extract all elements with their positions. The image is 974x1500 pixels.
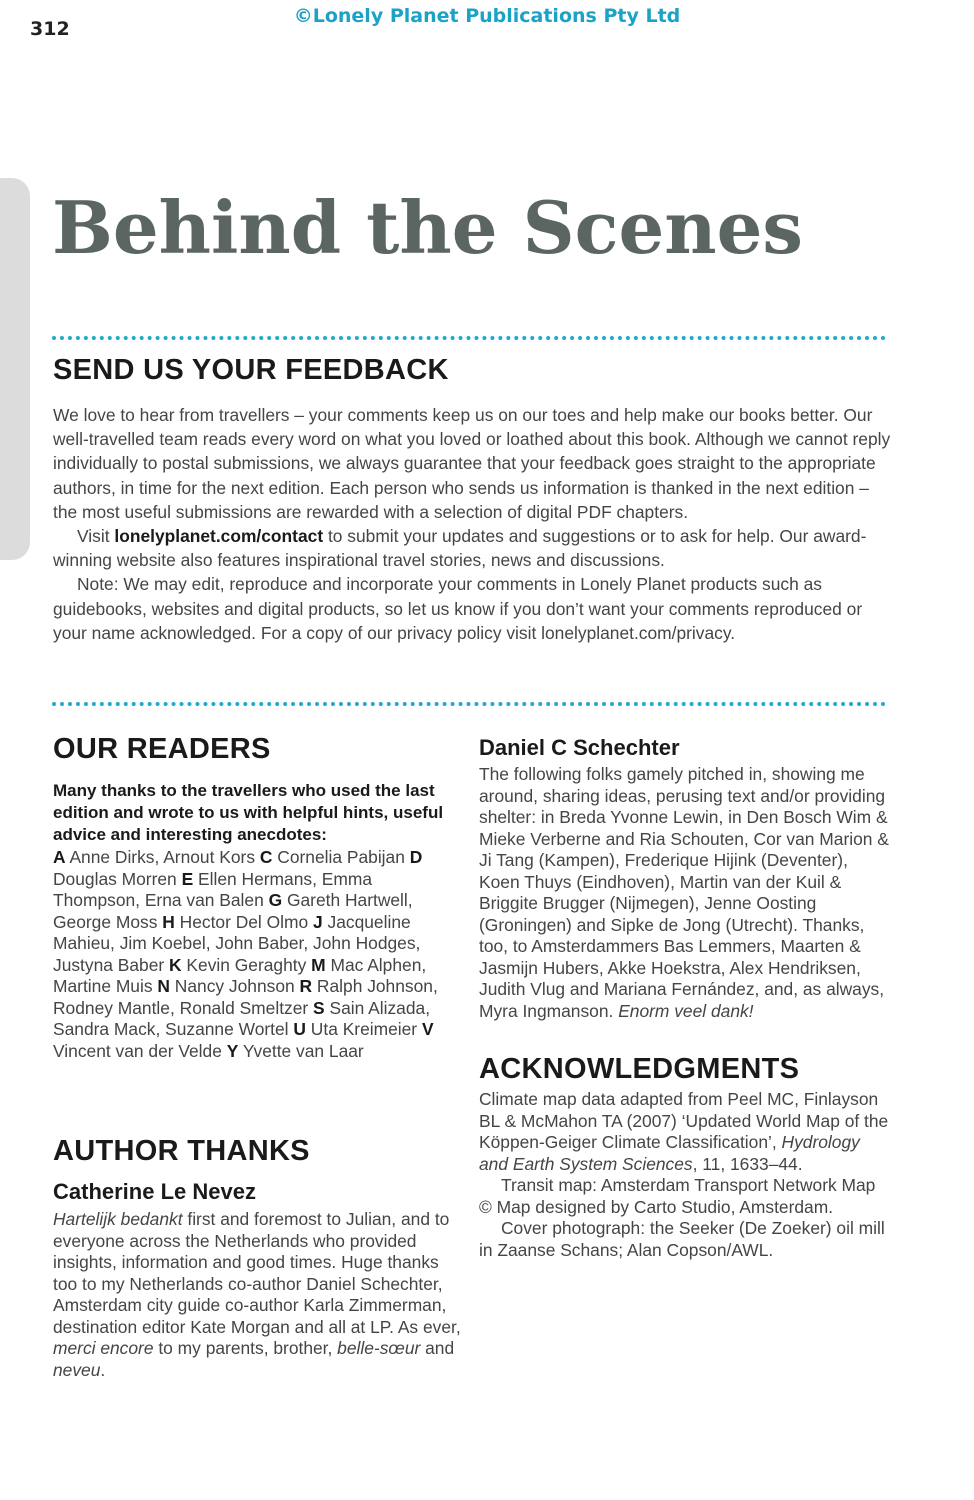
- reader-names: Mac Alphen, Martine Muis: [53, 954, 427, 996]
- feedback-heading: SEND US YOUR FEEDBACK: [53, 354, 449, 386]
- letter-v: V: [421, 1019, 434, 1039]
- reader-names: Hector Del Olmo: [179, 911, 309, 932]
- catherine-text-italic-2: merci encore: [53, 1338, 154, 1358]
- feedback-visit-text: Visit: [77, 526, 115, 547]
- reader-names: Vincent van der Velde: [53, 1040, 222, 1061]
- letter-y: Y: [226, 1040, 239, 1061]
- daniel-name: Daniel C Schechter: [479, 735, 680, 760]
- reader-names: Uta Kreimeier: [310, 1019, 418, 1039]
- feedback-paragraph-3: Note: We may edit, reproduce and incorporate your comments in Lonely Planet products such as guidebooks, websites and digital products, so let us know if you don’t want your comments reproduced or your name acknowledged. For a copy of our privacy policy visit lonelyplanet.com/privacy.: [53, 574, 863, 643]
- daniel-text-italic: Enorm veel dank!: [618, 1000, 754, 1021]
- catherine-text-2: first and foremost to Julian, and to everyone across the Netherlands who provided insights, information and good times. Huge thanks too to my Netherlands co-author Daniel Schechter, Amsterdam city guide co-author Karla Zimmerman, destination editor Kate Morgan and all at LP. As ever,: [53, 1209, 461, 1337]
- copyright-notice: ©Lonely Planet Publications Pty Ltd: [293, 5, 681, 27]
- catherine-text-6: and: [420, 1338, 455, 1358]
- feedback-paragraph-2: [53, 524, 893, 572]
- ack-text-1a: Climate map data adapted from Peel MC, Finlayson BL & McMahon TA (2007) ‘Updated World Map of the Köppen-Geiger Climate Classification’,: [479, 1089, 889, 1152]
- author-thanks-heading: AUTHOR THANKS: [53, 1135, 310, 1167]
- reader-names: Yvette van Laar: [242, 1040, 364, 1061]
- acknowledgments-section: [479, 1089, 889, 1261]
- page-title: Behind the Scenes: [52, 185, 803, 270]
- catherine-text-italic-4: neveu: [53, 1359, 101, 1380]
- acknowledgments-body: [479, 1089, 889, 1261]
- acknowledgments-heading: ACKNOWLEDGMENTS: [479, 1053, 800, 1085]
- catherine-text-italic-3: belle-sœur: [337, 1338, 421, 1358]
- divider-top: [52, 336, 886, 340]
- catherine-text: [53, 1209, 463, 1381]
- letter-u: U: [293, 1019, 306, 1039]
- letter-h: H: [162, 911, 175, 932]
- catherine-text-italic-1: Hartelijk bedankt: [53, 1209, 183, 1229]
- letter-s: S: [313, 997, 325, 1018]
- letter-c: C: [259, 847, 273, 867]
- reader-names: Ellen Hermans, Emma Thompson, Erna van Balen: [53, 868, 372, 910]
- divider-bottom: [52, 702, 886, 706]
- reader-names: Anne Dirks, Arnout Kors: [69, 847, 256, 867]
- reader-names: Kevin Geraghty: [186, 954, 307, 975]
- reader-names: Nancy Johnson: [174, 976, 295, 996]
- daniel-text-1: The following folks gamely pitched in, showing me around, sharing ideas, perusing text and/or providing shelter: in Breda Yvonne Lewin, in Den Bosch Wim & Mieke Verberne and Ria Schouten, Cor van Marion & Ji Tang (Kampen), Frederique Hijink (Deventer), Koen Thuys (Eindhoven), Martin van der Kuil & Briggite Brugger (Nijmegen), Jenne Oosting (Groningen) and Sipke de Jong (Utrecht). Thanks, too, to Amsterdammers Bas Lemmers, Maarten & Jasmijn Hubers, Akke Hoekstra, Alex Hendriksen, Judith Vlug and Mariana Fernández, and, as always, Myra Ingmanson.: [479, 764, 889, 1021]
- catherine-thanks: [53, 1209, 463, 1381]
- daniel-text: [479, 764, 889, 1022]
- letter-d: D: [409, 847, 423, 867]
- reader-names: Sain Alizada, Sandra Mack, Suzanne Wortel: [53, 997, 431, 1039]
- letter-n: N: [157, 976, 170, 996]
- readers-intro: Many thanks to the travellers who used the last edition and wrote to us with helpful hints, useful advice and interesting anecdotes:: [53, 781, 444, 844]
- catherine-name: Catherine Le Nevez: [53, 1179, 256, 1204]
- ack-paragraph-1: [479, 1089, 889, 1175]
- daniel-thanks: [479, 764, 889, 1022]
- feedback-body: [53, 403, 893, 645]
- catherine-text-8: .: [100, 1359, 106, 1380]
- ack-paragraph-3: Cover photograph: the Seeker (De Zoeker) oil mill in Zaanse Schans; Alan Copson/AWL.: [479, 1218, 885, 1260]
- side-tab: [0, 178, 30, 560]
- letter-e: E: [181, 868, 194, 889]
- page-number: 312: [30, 18, 70, 40]
- contact-link[interactable]: lonelyplanet.com/contact: [114, 526, 324, 547]
- ack-journal-title: Hydrology and Earth System Sciences: [479, 1132, 860, 1174]
- letter-a: A: [53, 847, 66, 867]
- letter-m: M: [311, 954, 326, 975]
- readers-heading: OUR READERS: [53, 733, 271, 765]
- reader-names: Gareth Hartwell, George Moss: [53, 890, 413, 932]
- readers-list: [53, 847, 463, 1062]
- ack-text-1b: , 11, 1633–44.: [692, 1153, 803, 1174]
- feedback-visit-rest: to submit your updates and suggestions or to ask for help. Our award-winning website also features inspirational travel stories, news and discussions.: [53, 526, 867, 571]
- reader-names: Douglas Morren: [53, 868, 177, 889]
- ack-paragraph-2: Transit map: Amsterdam Transport Network Map © Map designed by Carto Studio, Amsterdam.: [479, 1175, 876, 1217]
- letter-r: R: [299, 976, 313, 996]
- catherine-text-4: to my parents, brother,: [153, 1338, 338, 1358]
- reader-names: Jacqueline Mahieu, Jim Koebel, John Baber, John Hodges, Justyna Baber: [53, 911, 421, 975]
- letter-j: J: [313, 911, 323, 932]
- reader-names: Cornelia Pabijan: [277, 847, 405, 867]
- letter-g: G: [268, 890, 283, 910]
- letter-k: K: [169, 954, 182, 975]
- reader-names: Ralph Johnson, Rodney Mantle, Ronald Smeltzer: [53, 976, 438, 1018]
- feedback-paragraph-1: We love to hear from travellers – your comments keep us on our toes and help make our books better. Our well-travelled team reads every word on what you loved or loathed about this book. Although we cannot reply individually to postal submissions, we always guarantee that your feedback goes straight to the appropriate authors, in time for the next edition. Each person who sends us information is thanked in the next edition – the most useful submissions are rewarded with a selection of digital PDF chapters.: [53, 405, 891, 522]
- readers-section: [53, 780, 463, 1062]
